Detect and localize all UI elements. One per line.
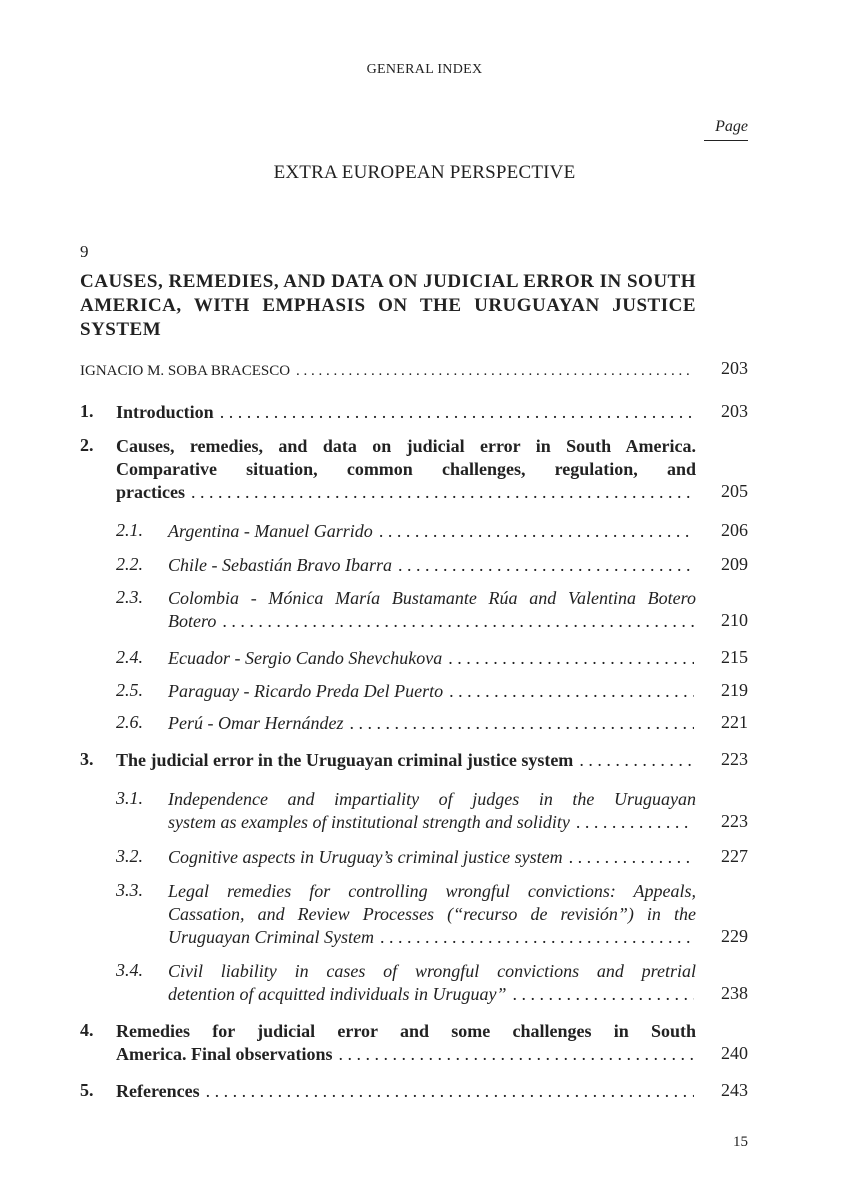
toc-entry-line: Comparative situation, common challenges, regulation, and [116, 459, 696, 479]
leader-dots [220, 401, 694, 424]
toc-entry-number: 3.3. [116, 880, 143, 900]
toc-entry-title [168, 712, 696, 735]
toc-entry-number: 3.1. [116, 788, 143, 808]
toc-page-number: 221 [721, 712, 748, 732]
toc-entry-line: Civil liability in cases of wrongful convictions and pretrial [168, 961, 696, 981]
toc-page-number: 223 [721, 749, 748, 769]
leader-dots [206, 1080, 694, 1103]
toc-entry-number: 3.2. [116, 846, 143, 866]
toc-entry-title [116, 1080, 696, 1103]
toc-entry-number: 2. [80, 435, 94, 455]
toc-entry-line: America. Final observations [116, 1044, 333, 1064]
leader-dots [569, 846, 694, 869]
author-page-number: 203 [721, 358, 748, 378]
toc-entry-line: Remedies for judicial error and some challenges in South [116, 1021, 696, 1041]
toc-entry-line: Argentina - Manuel Garrido [168, 521, 373, 541]
toc-entry-number: 2.2. [116, 554, 143, 574]
leader-dots [448, 647, 694, 670]
toc-entry-number: 2.6. [116, 712, 143, 732]
toc-page-number: 227 [721, 846, 748, 866]
toc-entry-line: Paraguay - Ricardo Preda Del Puerto [168, 681, 444, 701]
chapter-title: CAUSES, REMEDIES, AND DATA ON JUDICIAL ERROR IN SOUTH AMERICA, WITH EMPHASIS ON THE URUGUAYAN JUSTICE SYSTEM [80, 271, 696, 340]
toc-page-number: 209 [721, 554, 748, 574]
toc-entry-title [168, 520, 696, 543]
toc-entry-line: Perú - Omar Hernández [168, 713, 344, 733]
page-column-label: Page [704, 118, 748, 141]
toc-page-number: 203 [721, 401, 748, 421]
toc-entry-title [168, 554, 696, 577]
toc-entry-number: 2.5. [116, 680, 143, 700]
leader-dots [222, 610, 694, 633]
toc-entry-title [116, 435, 696, 504]
toc-entry-line: Legal remedies for controlling wrongful convictions: Appeals, [168, 881, 696, 901]
toc-entry-title [168, 587, 696, 633]
toc-entry-number: 5. [80, 1080, 94, 1100]
leader-dots [576, 811, 694, 834]
toc-entry-title [116, 1020, 696, 1066]
toc-entry-title [168, 880, 696, 949]
toc-page-number: 243 [721, 1080, 748, 1100]
page-folio: 15 [733, 1134, 748, 1150]
toc-entry-number: 3.4. [116, 960, 143, 980]
leader-dots [379, 520, 694, 543]
toc-entry-line: Cassation, and Review Processes (“recurso de revisión”) in the [168, 904, 696, 924]
toc-entry-title [168, 846, 696, 869]
toc-entry-number: 3. [80, 749, 94, 769]
toc-entry-line: Chile - Sebastián Bravo Ibarra [168, 555, 392, 575]
toc-entry-number: 4. [80, 1020, 94, 1040]
toc-page-number: 238 [721, 983, 748, 1003]
toc-entry-title [168, 960, 696, 1006]
toc-entry-title [116, 749, 696, 772]
toc-entry-number: 2.1. [116, 520, 143, 540]
toc-page-number: 205 [721, 481, 748, 501]
leader-dots [579, 749, 694, 772]
leader-dots [380, 926, 694, 949]
toc-page-number: 219 [721, 680, 748, 700]
leader-dots [449, 680, 694, 703]
toc-page-number: 215 [721, 647, 748, 667]
toc-entry-line: Cognitive aspects in Uruguay’s criminal justice system [168, 847, 563, 867]
toc-entry-number: 1. [80, 401, 94, 421]
toc-entry-line: Independence and impartiality of judges in the Uruguayan [168, 789, 696, 809]
toc-entry-title [116, 401, 696, 424]
toc-entry-line: The judicial error in the Uruguayan criminal justice system [116, 750, 574, 770]
running-header: GENERAL INDEX [366, 62, 483, 77]
toc-entry-line: Causes, remedies, and data on judicial error in South America. [116, 436, 696, 456]
toc-entry-title [168, 647, 696, 670]
toc-entry-line: Ecuador - Sergio Cando Shevchukova [168, 648, 443, 668]
toc-entry-line: Introduction [116, 402, 214, 422]
chapter-number: 9 [80, 242, 89, 261]
toc-page-number: 223 [721, 811, 748, 831]
toc-page-number: 240 [721, 1043, 748, 1063]
toc-entry-line: Botero [168, 611, 217, 631]
leader-dots [296, 360, 694, 383]
toc-page-number: 210 [721, 610, 748, 630]
leader-dots [349, 712, 694, 735]
toc-entry-line: References [116, 1081, 200, 1101]
leader-dots [512, 983, 694, 1006]
toc-entry-line: detention of acquitted individuals in Uruguay” [168, 984, 507, 1004]
leader-dots [191, 481, 694, 504]
leader-dots [398, 554, 694, 577]
toc-entry-title [168, 788, 696, 834]
toc-entry-line: practices [116, 482, 185, 502]
toc-entry-line: Uruguayan Criminal System [168, 927, 374, 947]
leader-dots [338, 1043, 694, 1066]
toc-entry-number: 2.4. [116, 647, 143, 667]
toc-page-number: 206 [721, 520, 748, 540]
section-title: EXTRA EUROPEAN PERSPECTIVE [273, 162, 576, 183]
toc-page-number: 229 [721, 926, 748, 946]
toc-entry-line: system as examples of institutional strength and solidity [168, 812, 570, 832]
toc-entry-line: Colombia - Mónica María Bustamante Rúa and Valentina Botero [168, 588, 696, 608]
chapter-author: IGNACIO M. SOBA BRACESCO [80, 363, 291, 379]
toc-entry-number: 2.3. [116, 587, 143, 607]
toc-entry-title [168, 680, 696, 703]
